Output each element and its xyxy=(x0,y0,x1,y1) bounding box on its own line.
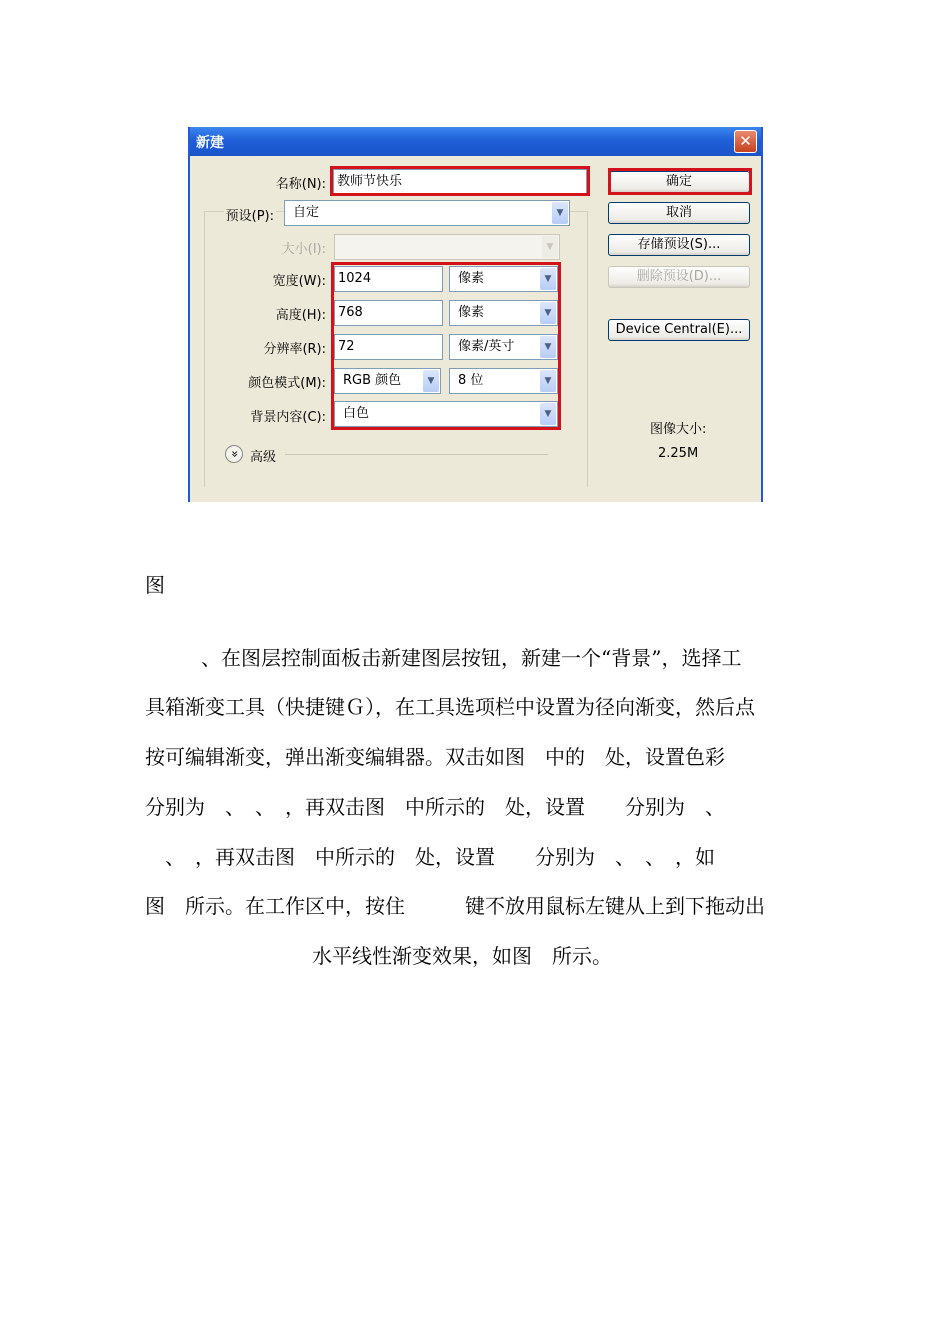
ok-button[interactable]: 确定 xyxy=(608,171,750,193)
chevron-down-icon: ▼ xyxy=(540,336,556,358)
resolution-unit-value: 像素/英寸 xyxy=(458,339,515,354)
width-label: 宽度(W): xyxy=(272,274,326,289)
close-icon[interactable]: ✕ xyxy=(734,130,757,153)
save-preset-button[interactable]: 存储预设(S)... xyxy=(608,234,750,256)
device-central-button[interactable]: Device Central(E)... xyxy=(608,319,750,341)
background-label: 背景内容(C): xyxy=(250,410,326,425)
name-label: 名称(N): xyxy=(275,177,326,192)
paragraph-line: 、在图层控制面板击新建图层按钮，新建一个“背景”，选择工 xyxy=(201,646,742,670)
image-size-label: 图像大小: xyxy=(650,422,707,437)
settings-highlight xyxy=(331,262,561,430)
paragraph-line: 图 所示。在工作区中，按住 键不放用鼠标左键从上到下拖动出 xyxy=(145,894,765,918)
cancel-button[interactable]: 取消 xyxy=(608,202,750,224)
background-value: 白色 xyxy=(343,406,370,421)
height-label: 高度(H): xyxy=(275,308,326,323)
resolution-label: 分辨率(R): xyxy=(263,342,326,357)
size-label: 大小(I): xyxy=(281,242,326,257)
paragraph-line: 按可编辑渐变，弹出渐变编辑器。双击如图 中的 处，设置色彩 xyxy=(145,745,725,769)
bit-depth-value: 8 位 xyxy=(458,373,484,388)
preset-select[interactable] xyxy=(284,200,570,226)
dialog-title: 新建 xyxy=(196,135,224,151)
chevron-down-icon: ▼ xyxy=(540,268,556,290)
chevron-down-icon: ▼ xyxy=(542,236,558,258)
advanced-toggle-icon[interactable]: » xyxy=(225,445,243,463)
figure-caption: 图 xyxy=(145,573,165,597)
color-mode-value: RGB 颜色 xyxy=(343,373,402,388)
chevron-down-icon: ▼ xyxy=(423,370,439,392)
height-unit-value: 像素 xyxy=(458,305,485,320)
dialog-titlebar xyxy=(190,127,761,156)
name-input[interactable]: 教师节快乐 xyxy=(333,169,587,195)
paragraph-line: 、 ，再双击图 中所示的 处，设置 分别为 、 、 ，如 xyxy=(145,845,715,869)
image-size-value: 2.25M xyxy=(658,446,699,461)
width-input[interactable]: 1024 xyxy=(334,266,443,292)
new-document-dialog xyxy=(188,127,763,502)
width-unit-value: 像素 xyxy=(458,271,485,286)
paragraph-line: 水平线性渐变效果，如图 所示。 xyxy=(312,944,612,968)
color-mode-label: 颜色模式(M): xyxy=(248,376,326,391)
chevron-down-icon: ▼ xyxy=(540,403,556,425)
paragraph-line: 具箱渐变工具（快捷键Ｇ），在工具选项栏中设置为径向渐变，然后点 xyxy=(145,695,755,719)
height-input[interactable]: 768 xyxy=(334,300,443,326)
advanced-label: 高级 xyxy=(250,450,277,465)
preset-select-value: 自定 xyxy=(293,205,320,220)
resolution-input[interactable]: 72 xyxy=(334,334,443,360)
name-highlight xyxy=(330,166,590,196)
delete-preset-button[interactable]: 删除预设(D)... xyxy=(608,266,750,288)
paragraph-line: 分别为 、 、 ，再双击图 中所示的 处，设置 分别为 、 xyxy=(145,795,725,819)
ok-highlight xyxy=(608,168,752,195)
chevron-down-icon: ▼ xyxy=(552,202,568,224)
chevron-down-icon: ▼ xyxy=(540,302,556,324)
advanced-divider xyxy=(285,454,548,455)
size-select[interactable] xyxy=(334,234,560,260)
preset-label: 预设(P): xyxy=(224,205,276,224)
chevron-down-icon: ▼ xyxy=(540,370,556,392)
